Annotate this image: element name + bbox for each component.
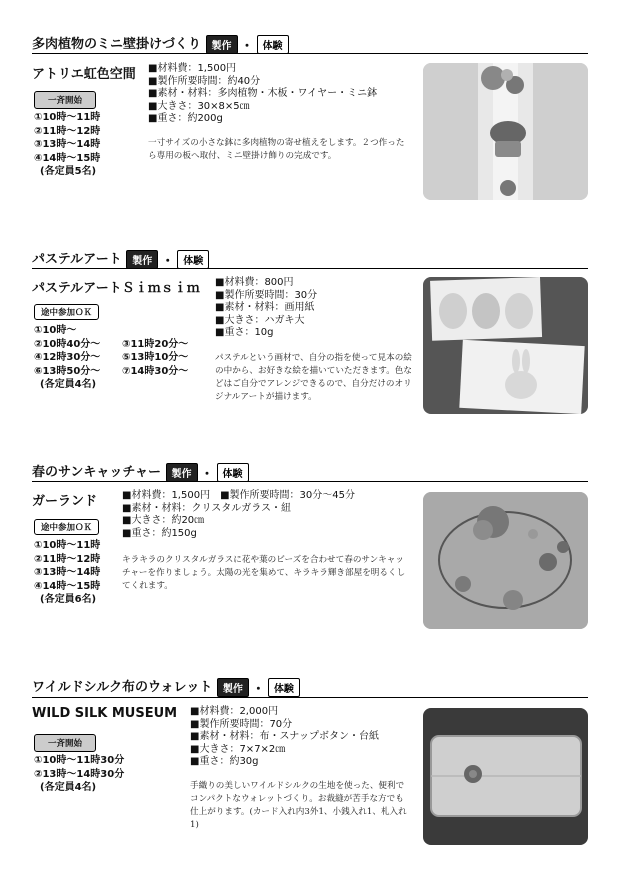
spec-item: ■材料費：1,500円 (148, 63, 237, 74)
section-rule (32, 697, 588, 698)
time-slot: ⑦14時30分～ (122, 365, 189, 377)
tag-separator: ・ (240, 39, 254, 54)
spec-item: ■重さ：約150g (122, 527, 197, 539)
section-title (32, 461, 249, 482)
experience-tag: 体験 (257, 35, 289, 54)
time-slot: ①10時～11時 (34, 540, 101, 551)
tag-separator: ・ (251, 682, 265, 697)
capacity-note: (各定員5名) (40, 166, 97, 177)
description: パステルという画材で、自分の指を使って見本の絵の中から、お好きな絵を描いていただきます。色などはご自分でアレンジできるので、自分だけのオリジナルアートが描けます。 (215, 353, 412, 402)
time-slot: ②11時～12時 (34, 125, 101, 137)
make-tag: 製作 (217, 678, 249, 697)
time-slot: ⑤13時10分～ (122, 352, 189, 363)
time-slot: ③11時20分～ (122, 338, 189, 350)
section-title (32, 248, 209, 269)
description: 一寸サイズの小さな鉢に多肉植物の寄せ植えをします。２つ作ったら専用の板へ取付、ミニ壁掛け飾りの完成です。 (148, 138, 405, 161)
time-slots (34, 539, 100, 607)
shop-name: パステルアートＳｉｍｓｉｍ (32, 281, 200, 296)
time-slot: ④12時30分～ (34, 352, 101, 363)
time-slot: ④14時～15時 (34, 152, 101, 164)
shop-name: ガーランド (32, 494, 98, 509)
experience-tag: 体験 (268, 678, 300, 697)
start-type-badge: 一斉開始 (34, 91, 96, 109)
description: 手織りの美しいワイルドシルクの生地を使った、便利でコンパクトなウォレットづくり。お裁縫が苦手な方でも仕上がります。(カード入れ内3外1、小銭入れ1、札入れ1) (190, 781, 407, 830)
section-title-text: 春のサンキャッチャー (32, 465, 161, 480)
section-title (32, 676, 300, 697)
time-slot: ④14時～15時 (34, 580, 101, 592)
spec-list (190, 706, 379, 769)
suncatcher-photo (423, 492, 588, 629)
spec-item: ■大きさ：約20㎝ (122, 515, 205, 526)
spec-item: ■材料費：2,000円 (190, 706, 279, 717)
capacity-note: (各定員4名) (40, 379, 97, 390)
start-type-badge: 途中参加ＯＫ (34, 304, 99, 320)
wall-hanging-photo (423, 63, 588, 200)
section-title-text: パステルアート (32, 252, 122, 267)
spec-item: ■素材・材料：クリスタルガラス・紐 (122, 502, 291, 514)
start-type-badge: 一斉開始 (34, 734, 96, 752)
start-type-badge: 途中参加ＯＫ (34, 519, 99, 535)
make-tag: 製作 (126, 250, 158, 269)
spec-item: ■大きさ：ハガキ大 (215, 314, 305, 326)
spec-item: ■材料費：800円 (215, 277, 294, 288)
time-slot: ①10時～ (34, 325, 77, 336)
time-slots (34, 111, 100, 179)
section-rule (32, 481, 588, 482)
experience-tag: 体験 (217, 463, 249, 482)
spec-item: ■製作所要時間：30分 (215, 289, 318, 301)
spec-item: ■製作所要時間：約40分 (148, 75, 261, 87)
time-slot: ①10時～11時 (34, 112, 101, 123)
spec-item: ■素材・材料：画用紙 (215, 302, 315, 313)
spec-item: ■素材・材料：多肉植物・木板・ワイヤー・ミニ鉢 (148, 88, 378, 99)
spec-item: ■素材・材料：布・スナップボタン・台紙 (190, 731, 380, 742)
spec-item: ■重さ：約30g (190, 756, 259, 767)
section-rule (32, 53, 588, 54)
experience-tag: 体験 (177, 250, 209, 269)
time-slot: ②13時～14時30分 (34, 768, 125, 780)
spec-item: ■材料費：1,500円 ■製作所要時間：30分～45分 (122, 490, 355, 501)
time-slots (34, 754, 124, 795)
spec-list (215, 277, 317, 340)
spec-item: ■重さ：約200g (148, 113, 223, 124)
time-slot: ②11時～12時 (34, 553, 101, 565)
time-slot: ②10時40分～ (34, 338, 101, 350)
wallet-photo (423, 708, 588, 845)
time-slot: ⑥13時50分～ (34, 365, 101, 377)
tag-separator: ・ (161, 254, 175, 269)
pastel-art-photo (423, 277, 588, 414)
spec-list (122, 490, 355, 540)
spec-item: ■大きさ：30×8×5㎝ (148, 100, 250, 112)
time-slots-right (122, 338, 188, 379)
shop-name: アトリエ虹色空間 (32, 67, 136, 82)
spec-item: ■重さ：10g (215, 327, 274, 338)
time-slot: ③13時～14時 (34, 139, 101, 150)
shop-name: WILD SILK MUSEUM (32, 706, 178, 721)
description: キラキラのクリスタルガラスに花や葉のビーズを合わせて春のサンキャッチャーを作りましょう。太陽の光を集めて、キラキラ輝き部屋を明るくしてくれます。 (122, 555, 406, 591)
section-title-text: 多肉植物のミニ壁掛けづくり (32, 37, 202, 52)
section-rule (32, 268, 588, 269)
tag-separator: ・ (200, 467, 214, 482)
spec-item: ■大きさ：7×7×2㎝ (190, 743, 286, 755)
section-title-text: ワイルドシルク布のウォレット (32, 680, 213, 695)
spec-list (148, 63, 377, 126)
time-slot: ③13時～14時 (34, 567, 101, 578)
make-tag: 製作 (206, 35, 238, 54)
capacity-note: (各定員6名) (40, 594, 97, 605)
time-slots (34, 324, 100, 392)
capacity-note: (各定員4名) (40, 782, 97, 793)
make-tag: 製作 (166, 463, 198, 482)
section-title (32, 33, 289, 54)
spec-item: ■製作所要時間：70分 (190, 718, 293, 730)
time-slot: ①10時～11時30分 (34, 755, 125, 766)
